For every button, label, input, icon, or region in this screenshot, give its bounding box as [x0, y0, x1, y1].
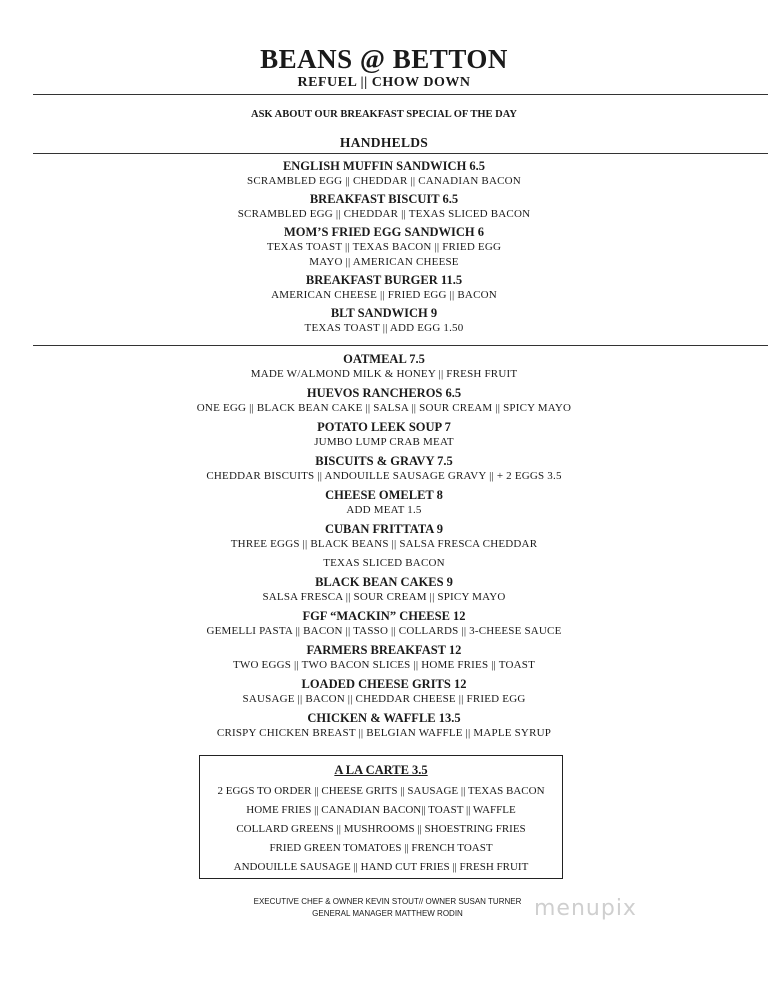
special-notice: ASK ABOUT OUR BREAKFAST SPECIAL OF THE DAY: [251, 109, 517, 120]
item-name: BISCUITS & GRAVY 7.5: [315, 454, 453, 468]
item-description: THREE EGGS || BLACK BEANS || SALSA FRESCA CHEDDAR: [230, 538, 538, 550]
menu-item: [0, 711, 768, 741]
menu-item: [0, 420, 768, 450]
item-name: ENGLISH MUFFIN SANDWICH 6.5: [282, 159, 486, 173]
a-la-carte-line: ANDOUILLE SAUSAGE || HAND CUT FRIES || FRESH FRUIT: [233, 861, 529, 873]
item-name: FGF “MACKIN” CHEESE 12: [302, 609, 466, 623]
item-description: SCRAMBLED EGG || CHEDDAR || CANADIAN BACON: [247, 175, 521, 187]
item-name: BLT SANDWICH 9: [330, 306, 438, 320]
item-name: CUBAN FRITTATA 9: [324, 522, 444, 536]
a-la-carte-line: HOME FRIES || CANADIAN BACON|| TOAST || WAFFLE: [246, 804, 516, 816]
item-name: BREAKFAST BISCUIT 6.5: [309, 192, 459, 206]
menu-item: [0, 454, 768, 484]
menu-item: [0, 488, 768, 518]
divider: [33, 345, 768, 346]
item-description: SCRAMBLED EGG || CHEDDAR || TEXAS SLICED BACON: [237, 208, 531, 220]
menu-item: [0, 386, 768, 416]
menu-item: [0, 609, 768, 639]
menu-item: [0, 192, 768, 222]
divider: [33, 153, 768, 154]
menu-item: [0, 575, 768, 605]
item-description: TEXAS TOAST || ADD EGG 1.50: [304, 322, 464, 334]
section-title-handhelds: HANDHELDS: [339, 135, 429, 150]
divider: [33, 94, 768, 95]
menu-item: [0, 159, 768, 189]
watermark-logo: menupix: [534, 896, 637, 921]
plates-list: [0, 352, 768, 741]
item-description: ONE EGG || BLACK BEAN CAKE || SALSA || SOUR CREAM || SPICY MAYO: [196, 402, 572, 414]
item-name: FARMERS BREAKFAST 12: [306, 643, 462, 657]
a-la-carte-line: 2 EGGS TO ORDER || CHEESE GRITS || SAUSAGE || TEXAS BACON: [217, 785, 545, 797]
item-name: OATMEAL 7.5: [343, 352, 425, 366]
menu-item: [0, 677, 768, 707]
item-description: AMERICAN CHEESE || FRIED EGG || BACON: [271, 289, 497, 301]
a-la-carte-line: COLLARD GREENS || MUSHROOMS || SHOESTRING FRIES: [236, 823, 526, 835]
item-name: CHEESE OMELET 8: [325, 488, 443, 502]
restaurant-title: BEANS @ BETTON: [260, 44, 508, 74]
credits-line: GENERAL MANAGER MATTHEW RODIN: [312, 909, 463, 918]
item-description: SALSA FRESCA || SOUR CREAM || SPICY MAYO: [262, 591, 506, 603]
item-name: BLACK BEAN CAKES 9: [315, 575, 453, 589]
credits-line: EXECUTIVE CHEF & OWNER KEVIN STOUT// OWNER SUSAN TURNER: [253, 897, 522, 906]
item-name: CHICKEN & WAFFLE 13.5: [307, 711, 461, 725]
item-description: JUMBO LUMP CRAB MEAT: [314, 436, 454, 448]
menu-item: [0, 273, 768, 303]
a-la-carte-title: A LA CARTE 3.5: [334, 763, 428, 777]
item-description: SAUSAGE || BACON || CHEDDAR CHEESE || FRIED EGG: [242, 693, 526, 705]
item-description: CRISPY CHICKEN BREAST || BELGIAN WAFFLE || MAPLE SYRUP: [216, 727, 552, 739]
a-la-carte-line: FRIED GREEN TOMATOES || FRENCH TOAST: [269, 842, 493, 854]
item-name: LOADED CHEESE GRITS 12: [301, 677, 467, 691]
menu-item: [0, 225, 768, 270]
item-name: BREAKFAST BURGER 11.5: [305, 273, 463, 287]
item-description: CHEDDAR BISCUITS || ANDOUILLE SAUSAGE GRAVY || + 2 EGGS 3.5: [206, 470, 562, 482]
item-description: MAYO || AMERICAN CHEESE: [309, 256, 459, 268]
item-description: GEMELLI PASTA || BACON || TASSO || COLLARDS || 3-CHEESE SAUCE: [206, 625, 562, 637]
item-name: POTATO LEEK SOUP 7: [317, 420, 451, 434]
menu-item: [0, 352, 768, 382]
a-la-carte-list: [200, 782, 562, 877]
tagline: REFUEL || CHOW DOWN: [297, 75, 471, 90]
item-description: TEXAS TOAST || TEXAS BACON || FRIED EGG: [266, 241, 502, 253]
item-description: ADD MEAT 1.5: [346, 504, 422, 516]
item-name: MOM’S FRIED EGG SANDWICH 6: [283, 225, 484, 239]
menu-item: [0, 643, 768, 673]
menu-item: [0, 522, 768, 571]
item-description: MADE W/ALMOND MILK & HONEY || FRESH FRUIT: [250, 368, 518, 380]
item-name: HUEVOS RANCHEROS 6.5: [306, 386, 462, 400]
item-description: TWO EGGS || TWO BACON SLICES || HOME FRIES || TOAST: [232, 659, 536, 671]
menu-item: [0, 306, 768, 336]
a-la-carte-box: [199, 755, 563, 879]
handhelds-list: [0, 159, 768, 336]
item-description: TEXAS SLICED BACON: [323, 557, 445, 569]
